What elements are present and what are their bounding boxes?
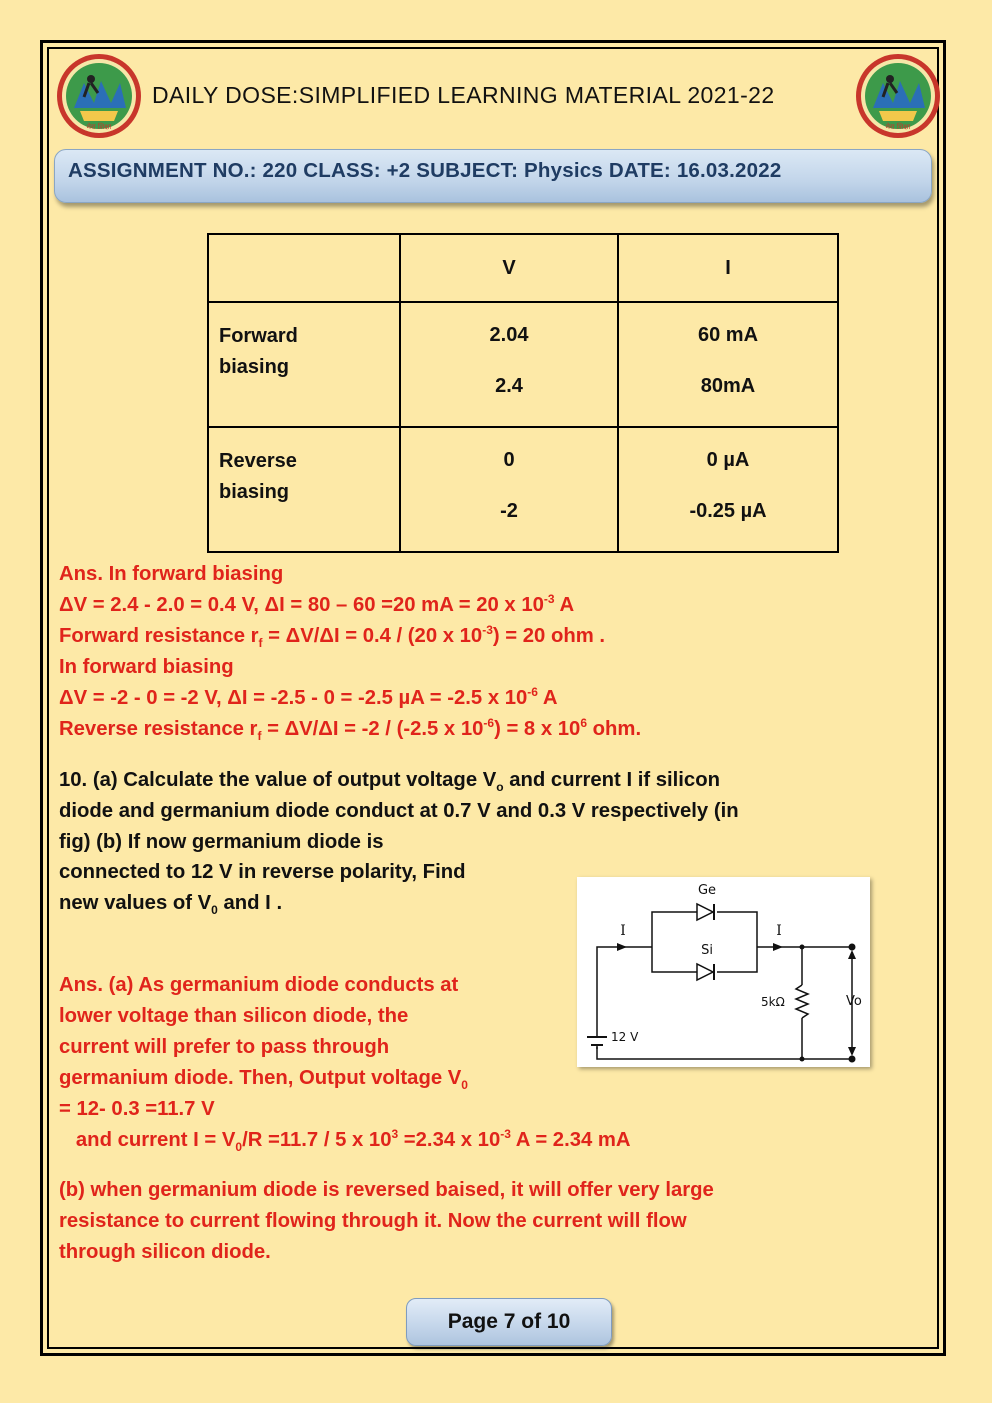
circuit-diagram — [577, 877, 870, 1067]
table-header-cell: V — [400, 234, 618, 302]
table-header-cell — [208, 234, 400, 302]
answer2b-line: through silicon diode. — [59, 1241, 271, 1263]
answer2-line: and current $I = V_0/R =11.7 / 5$ x $10^3 =2.34$ x $10^{-3}$ A = 2.34 mA — [59, 1127, 631, 1155]
circuit-resistor-label: 5kΩ — [761, 995, 785, 1009]
answer2-line: lower voltage than silicon diode, the — [59, 1005, 409, 1027]
table-cell-v: 0 -2 — [400, 427, 618, 552]
circuit-output-label: Vo — [846, 994, 862, 1009]
answer2-line: current will prefer to pass through — [59, 1036, 390, 1058]
answer1-line: ΔV = -2 - 0 = -2 V, ΔI = -2.5 - 0 = -2.5 µA = -2.5 x $10^{-6}$ A — [59, 685, 558, 709]
question-line: new values of $V_0$ and I . — [59, 892, 283, 918]
logo-left — [56, 53, 142, 139]
table-cell-v: 2.04 2.4 — [400, 302, 618, 427]
table-row-label: Reverse biasing — [208, 427, 400, 552]
biasing-table — [207, 233, 839, 553]
circuit-current-right: I — [776, 923, 782, 939]
question-line: 10. (a) Calculate the value of output voltage $V_o$ and current I if silicon — [59, 769, 720, 795]
answer1-line: ΔV = 2.4 - 2.0 = 0.4 V, ΔI = 80 – 60 =20 mA = 20 x $10^{-3}$ A — [59, 592, 575, 616]
answer1-line: In forward biasing — [59, 656, 234, 678]
answer1-line: Ans. In forward biasing — [59, 563, 284, 585]
answer2b-line: resistance to current flowing through it. Now the current will flow — [59, 1210, 687, 1232]
logo-right — [855, 53, 941, 139]
assignment-info: ASSIGNMENT NO.: 220 CLASS: +2 SUBJECT: Physics DATE: 16.03.2022 — [68, 159, 782, 182]
table-header-row — [208, 234, 838, 302]
answer2-line: Ans. (a) As germanium diode conducts at — [59, 974, 459, 996]
circuit-battery-label: 12 V — [611, 1030, 639, 1044]
page-indicator: Page 7 of 10 — [406, 1298, 612, 1346]
page-title: DAILY DOSE:SIMPLIFIED LEARNING MATERIAL 2021-22 — [152, 82, 775, 108]
circuit-current-left: I — [620, 923, 626, 939]
svg-text:मेरा शिक्षा: मेरा शिक्षा — [86, 123, 112, 131]
question-line: fig) (b) If now germanium diode is — [59, 831, 384, 853]
table-cell-i: 0 µA -0.25 µA — [618, 427, 838, 552]
answer2b-line: (b) when germanium diode is reversed baised, it will offer very large — [59, 1179, 714, 1201]
circuit-ge-label: Ge — [697, 883, 717, 898]
circuit-si-label: Si — [701, 943, 713, 958]
question-line: diode and germanium diode conduct at 0.7 V and 0.3 V respectively (in — [59, 800, 739, 822]
table-header-cell: I — [618, 234, 838, 302]
question-line: connected to 12 V in reverse polarity, Find — [59, 861, 466, 883]
table-row — [208, 427, 838, 552]
answer1-line: Reverse resistance $r_f = \Delta V/\Delta I = -2 / (-2.5$ x $10^{-6}) = 8$ x $10^6$ ohm. — [59, 716, 642, 744]
svg-text:मेरा शिक्षा: मेरा शिक्षा — [885, 123, 911, 131]
table-row — [208, 302, 838, 427]
answer2-line: germanium diode. Then, Output voltage $V_0$ — [59, 1067, 468, 1093]
table-row-label: Forward biasing — [208, 302, 400, 427]
table-cell-i: 60 mA 80mA — [618, 302, 838, 427]
answer1-line: Forward resistance $r_f = \Delta V/\Delta I = 0.4 / (20$ x $10^{-3}) = 20$ ohm . — [59, 623, 606, 651]
answer2-line: = 12- 0.3 =11.7 V — [59, 1098, 215, 1120]
